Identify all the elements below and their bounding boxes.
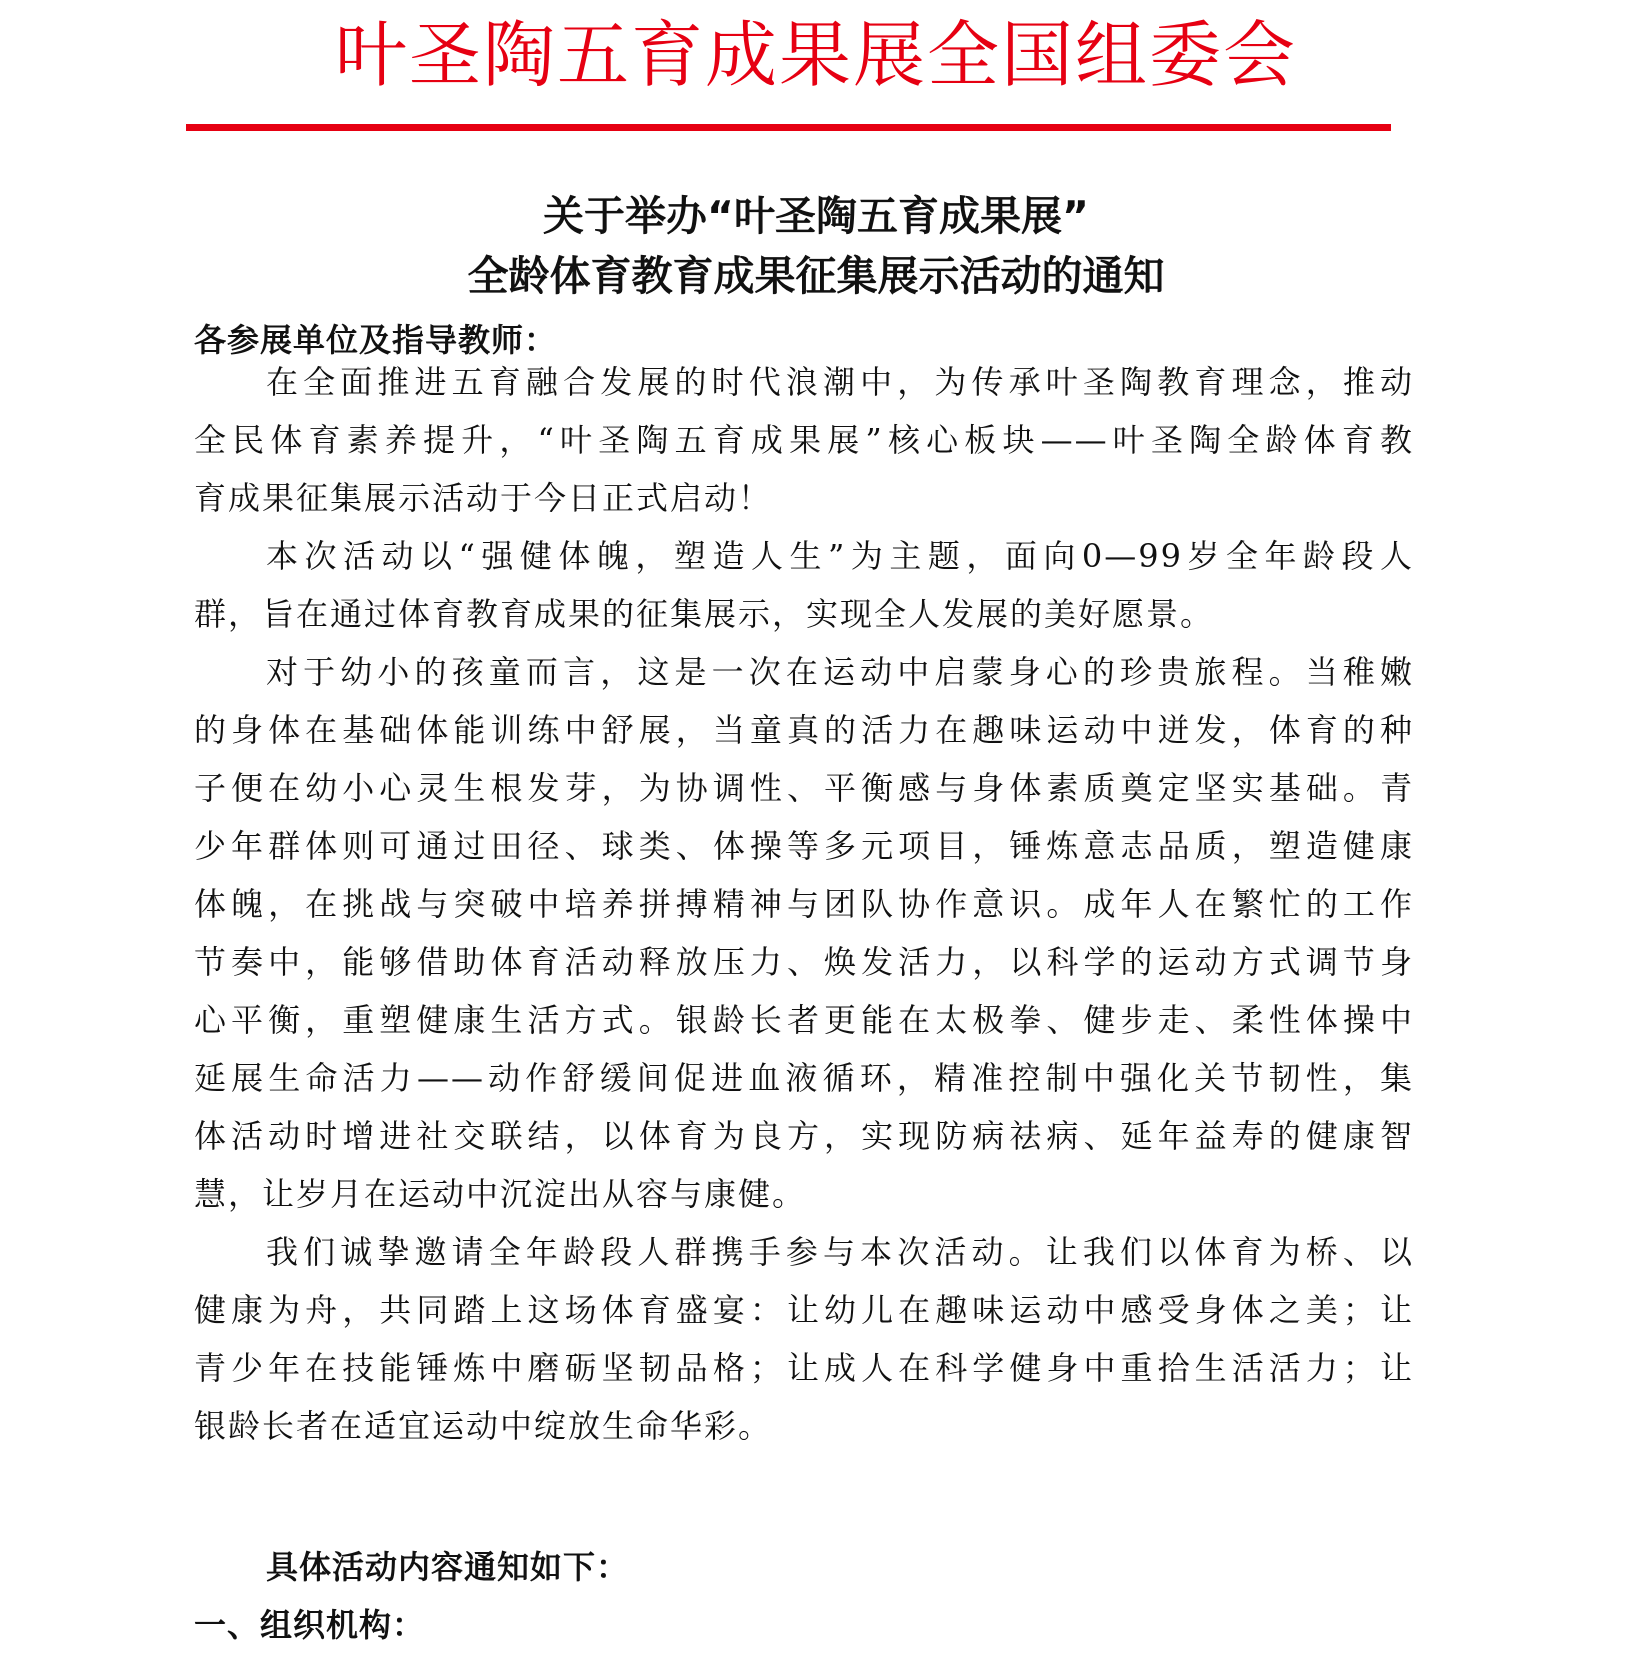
body-line: 少年群体则可通过田径、球类、体操等多元项目，锤炼意志品质，塑造健康 (194, 827, 1414, 865)
red-divider-rule (186, 124, 1391, 131)
body-line: 我们诚挚邀请全年龄段人群携手参与本次活动。让我们以体育为桥、以 (266, 1233, 1414, 1271)
activity-details-subheading: 具体活动内容通知如下： (266, 1548, 630, 1586)
salutation: 各参展单位及指导教师： (194, 321, 558, 359)
body-line: 育成果征集展示活动于今日正式启动！ (194, 479, 773, 517)
document-title-line-2: 全龄体育教育成果征集展示活动的通知 (467, 252, 1165, 300)
body-line: 对于幼小的孩童而言，这是一次在运动中启蒙身心的珍贵旅程。当稚嫩 (266, 653, 1414, 691)
body-line: 群，旨在通过体育教育成果的征集展示，实现全人发展的美好愿景。 (194, 595, 1215, 633)
body-line: 慧，让岁月在运动中沉淀出从容与康健。 (194, 1175, 807, 1213)
body-line: 全民体育素养提升，“叶圣陶五育成果展”核心板块——叶圣陶全龄体育教 (194, 421, 1414, 459)
document-title-line-1: 关于举办“叶圣陶五育成果展” (543, 192, 1089, 240)
body-line: 体魄，在挑战与突破中培养拼搏精神与团队协作意识。成年人在繁忙的工作 (194, 885, 1414, 923)
body-line: 的身体在基础体能训练中舒展，当童真的活力在趣味运动中迸发，体育的种 (194, 711, 1414, 749)
body-line: 在全面推进五育融合发展的时代浪潮中，为传承叶圣陶教育理念，推动 (266, 363, 1414, 401)
body-line: 体活动时增进社交联结，以体育为良方，实现防病祛病、延年益寿的健康智 (194, 1117, 1414, 1155)
body-line: 心平衡，重塑健康生活方式。银龄长者更能在太极拳、健步走、柔性体操中 (194, 1001, 1414, 1039)
body-line: 青少年在技能锤炼中磨砺坚韧品格；让成人在科学健身中重拾生活活力；让 (194, 1349, 1414, 1387)
section-heading-organization: 一、组织机构： (194, 1606, 426, 1644)
body-line: 本次活动以“强健体魄，塑造人生”为主题，面向0—99岁全年龄段人 (266, 537, 1414, 575)
body-line: 银龄长者在适宜运动中绽放生命华彩。 (194, 1407, 773, 1445)
organization-header: 叶圣陶五育成果展全国组委会 (334, 13, 1297, 97)
body-line: 健康为舟，共同踏上这场体育盛宴：让幼儿在趣味运动中感受身体之美；让 (194, 1291, 1414, 1329)
body-line: 节奏中，能够借助体育活动释放压力、焕发活力，以科学的运动方式调节身 (194, 943, 1414, 981)
body-line: 子便在幼小心灵生根发芽，为协调性、平衡感与身体素质奠定坚实基础。青 (194, 769, 1414, 807)
body-line: 延展生命活力——动作舒缓间促进血液循环，精准控制中强化关节韧性，集 (194, 1059, 1414, 1097)
